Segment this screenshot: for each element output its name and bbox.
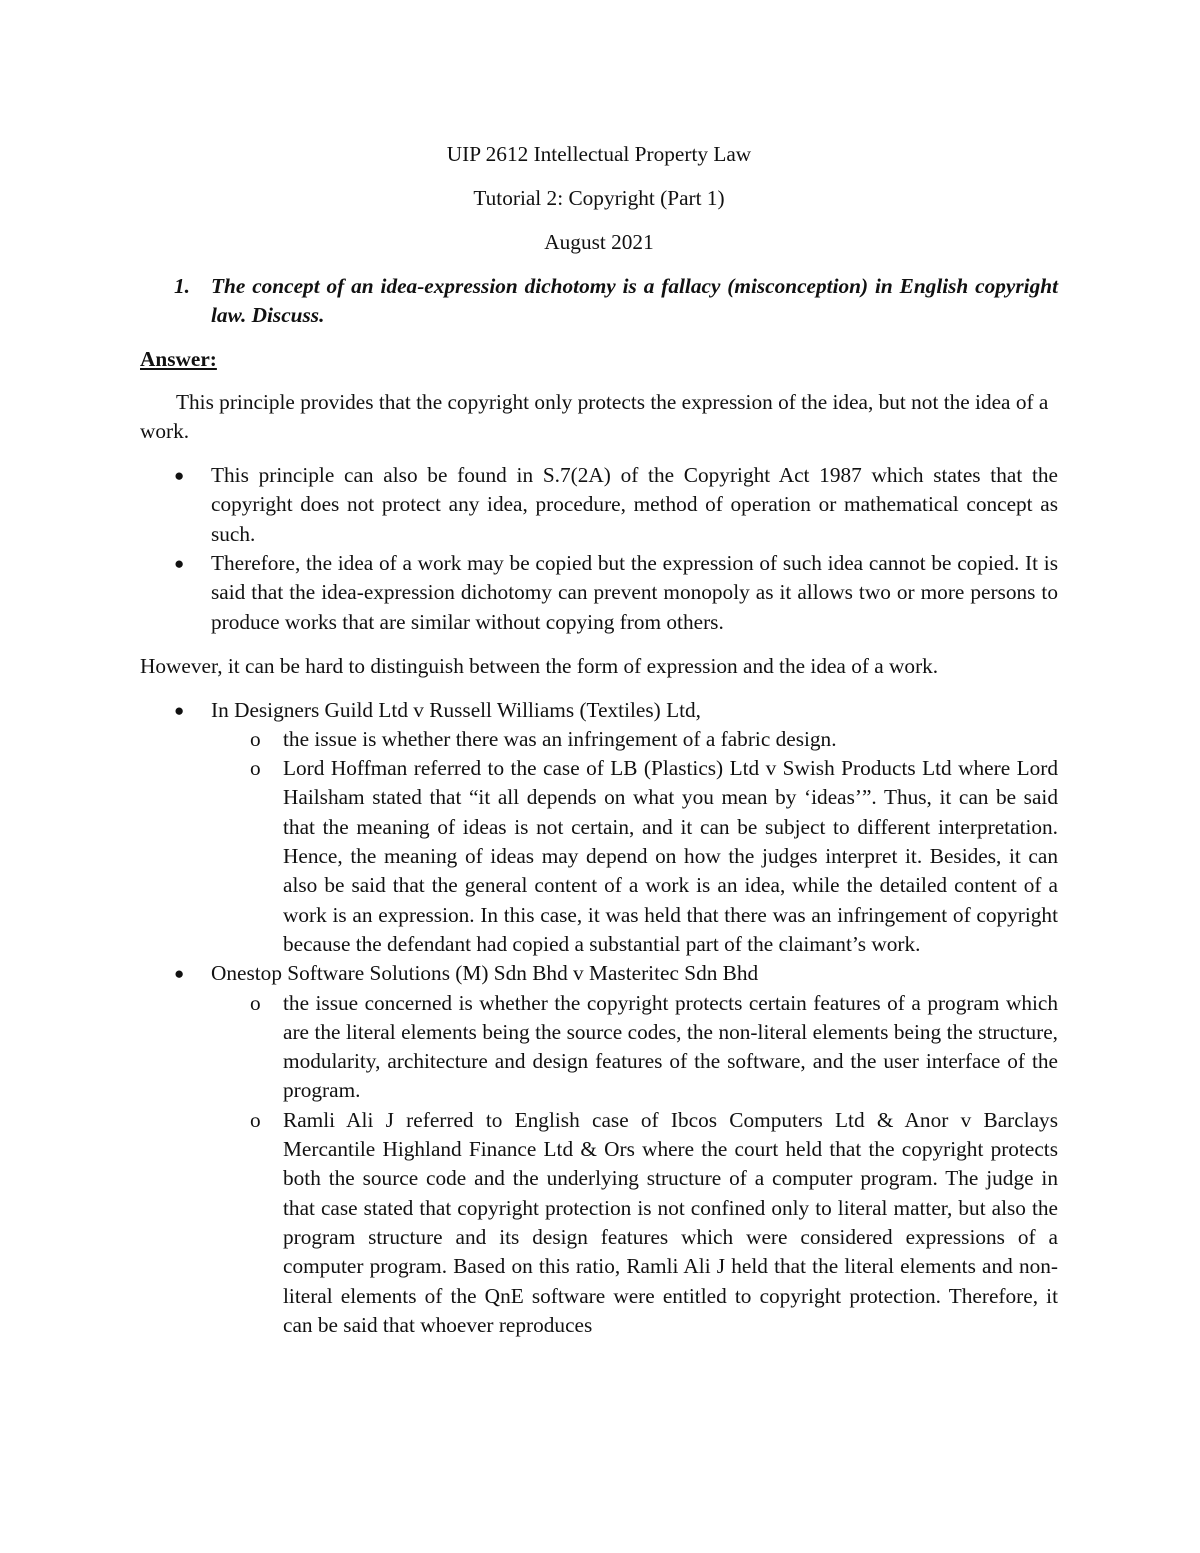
case-item-designers-guild	[140, 696, 1058, 960]
case-point	[140, 989, 1058, 1106]
case-point	[140, 754, 1058, 959]
case-point	[140, 1106, 1058, 1340]
case-points	[211, 725, 1058, 959]
sub-bullet-icon: o	[250, 1107, 261, 1132]
intro-paragraph: This principle provides that the copyright only protects the expression of the idea, but not the idea of a work.	[140, 389, 1049, 444]
document-date: August 2021	[544, 229, 654, 254]
bullet-icon: ●	[174, 964, 185, 984]
sub-bullet-icon: o	[250, 726, 261, 751]
list-item	[140, 461, 1058, 549]
case-title: Onestop Software Solutions (M) Sdn Bhd v Masteritec Sdn Bhd	[211, 961, 759, 986]
tutorial-title: Tutorial 2: Copyright (Part 1)	[473, 185, 725, 210]
document-body	[140, 140, 1058, 1340]
question-text: The concept of an idea-expression dichotomy is a fallacy (misconception) in English copyright law. Discuss.	[211, 273, 1058, 328]
list-item	[140, 549, 1058, 637]
answer-label: Answer:	[140, 346, 217, 371]
case-point-text: Ramli Ali J referred to English case of Ibcos Computers Ltd & Anor v Barclays Mercantile Highland Finance Ltd & Ors where the court held that the copyright protects both the source code and the underlying structure of a computer program. The judge in that case stated that copyright protection is not confined only to literal matter, but also the program structure and its design features which were considered expressions of a computer program. Based on this ratio, Ramli Ali J held that the literal elements and non-literal elements of the QnE software were entitled to copyright protection. Therefore, it can be said that whoever reproduces	[283, 1107, 1058, 1337]
case-point-text: Lord Hoffman referred to the case of LB (Plastics) Ltd v Swish Products Ltd where Lord Hailsham stated that “it all depends on what you mean by ‘ideas’”. Thus, it can be said that the meaning of ideas is not certain, and it can be subject to different interpretation. Hence, the meaning of ideas may depend on how the judges interpret it. Besides, it can also be said that the general content of a work is an idea, while the detailed content of a work is an expression. In this case, it was held that there was an infringement of copyright because the defendant had copied a substantial part of the claimant’s work.	[283, 756, 1058, 956]
case-points	[211, 989, 1058, 1341]
case-point-text: the issue concerned is whether the copyright protects certain features of a program which are the literal elements being the source codes, the non-literal elements being the structure, modularity, architecture and design features of the software, and the user interface of the program.	[283, 990, 1058, 1103]
question-1	[140, 272, 1058, 331]
list-item-text: This principle can also be found in S.7(2A) of the Copyright Act 1987 which states that the copyright does not protect any idea, procedure, method of operation or mathematical concept as such.	[211, 463, 1058, 546]
bullet-icon: ●	[174, 700, 185, 720]
sub-bullet-icon: o	[250, 990, 261, 1015]
bullet-icon: ●	[174, 554, 185, 574]
question-number: 1.	[174, 273, 190, 298]
bullet-icon: ●	[174, 466, 185, 486]
cases-list	[140, 696, 1058, 1341]
case-point-text: the issue is whether there was an infringement of a fabric design.	[283, 726, 837, 751]
case-item-onestop	[140, 959, 1058, 1340]
case-point	[140, 725, 1058, 754]
list-item-text: Therefore, the idea of a work may be copied but the expression of such idea cannot be copied. It is said that the idea-expression dichotomy can prevent monopoly as it allows two or more persons to produce works that are similar without copying from others.	[211, 551, 1058, 634]
course-title: UIP 2612 Intellectual Property Law	[446, 142, 752, 166]
sub-bullet-icon: o	[250, 756, 261, 781]
case-title: In Designers Guild Ltd v Russell Williams (Textiles) Ltd,	[211, 697, 701, 722]
principle-list	[140, 461, 1058, 637]
however-paragraph: However, it can be hard to distinguish between the form of expression and the idea of a work.	[140, 653, 939, 678]
